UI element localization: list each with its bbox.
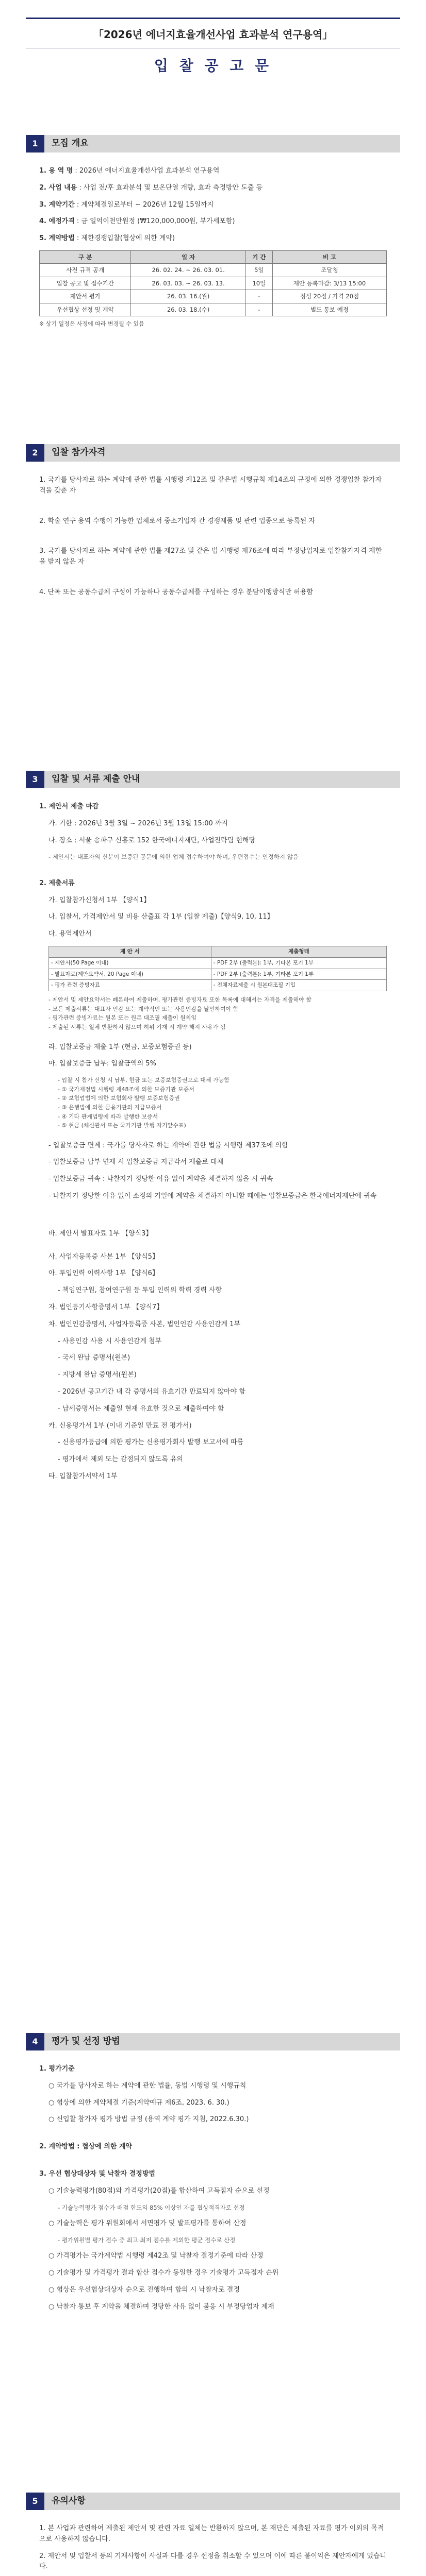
table-row: - 평가 관련 증빙자료 - 전체자료제출 시 원본대조필 기입 bbox=[49, 980, 387, 991]
overview-item: 3. 계약기간 : 계약체결일로부터 ~ 2026년 12월 15일까지 bbox=[39, 200, 214, 209]
section-title: 모집 개요 bbox=[52, 138, 89, 149]
schedule-table: 구 분 일 자 기 간 비 고 사전 규격 공개 26. 02. 24. ~ 26. 03. 01. 5일 조달청 입찰 공고 및 접수기간 26. 03. 03. ~ 26. 03. 13. 10일 제안 등록마감: 3/13 15:00 제안서 평가 26. 03. 16.(월) - 정성 20점 / 가격 20점 우선협상 선정 및 계약 26. 03. 18.(수) - 별도 통보 예정 bbox=[39, 250, 387, 316]
overview-item: 2. 사업 내용 : 사업 전/후 효과분석 및 보온단열 개량, 효과 측정방안 도출 등 bbox=[39, 183, 263, 192]
caution-item: 2. 제안서 및 입찰서 등의 기재사항이 사실과 다를 경우 선정을 취소할 수 있으며 이에 따른 불이익은 제안자에게 있습니다. bbox=[39, 2552, 386, 2571]
eligibility-item: 2. 학술 연구 용역 수행이 가능한 업체로서 중소기업자 간 경쟁제품 및 관련 업종으로 등록된 자 bbox=[39, 517, 315, 525]
overview-item: 4. 예정가격 : 금 일억이천만원정 (₩120,000,000원, 부가세포함) bbox=[39, 217, 235, 226]
section-title: 입찰 및 서류 제출 안내 bbox=[52, 774, 140, 785]
overview-item: 5. 계약방법 : 제한경쟁입찰(협상에 의한 계약) bbox=[39, 234, 175, 243]
eligibility-item: 1. 국가를 당사자로 하는 계약에 관한 법률 시행령 제12조 및 같은법 시행규칙 제14조의 규정에 의한 경쟁입찰 참가자격을 갖춘 자 bbox=[39, 476, 382, 495]
eligibility-item: 3. 국가를 당사자로 하는 계약에 관한 법률 제27조 및 같은 법 시행령 제76조에 따라 부정당업자로 입찰참가자격 제한을 받지 않은 자 bbox=[39, 547, 382, 566]
document-title: 「2026년 에너지효율개선사업 효과분석 연구용역」 bbox=[26, 18, 400, 48]
table-row: 사전 규격 공개 26. 02. 24. ~ 26. 03. 01. 5일 조달청 bbox=[40, 264, 387, 277]
document-subtitle: 입 찰 공 고 문 bbox=[154, 57, 272, 74]
table-row: - 발표자료(제안요약서, 20 Page 이내) - PDF 2부 (출력본): 1부, 기타본 포기 1부 bbox=[49, 969, 387, 980]
schedule-note: ※ 상기 일정은 사정에 따라 변경될 수 있음 bbox=[39, 320, 144, 327]
section-number: 3 bbox=[26, 771, 44, 788]
section-header bbox=[26, 771, 400, 788]
section-number: 4 bbox=[26, 2033, 44, 2050]
table-row: 제안서 평가 26. 03. 16.(월) - 정성 20점 / 가격 20점 bbox=[40, 290, 387, 303]
section-title: 평가 및 선정 방법 bbox=[52, 2036, 120, 2047]
submission-period-title: 1. 제안서 제출 마감 bbox=[39, 803, 99, 810]
section-title: 유의사항 bbox=[52, 2496, 86, 2506]
section-title: 입찰 참가자격 bbox=[52, 447, 106, 458]
section-eligibility bbox=[32, 444, 387, 604]
section-number: 2 bbox=[26, 444, 44, 462]
section-header bbox=[26, 444, 400, 462]
section-header bbox=[26, 2493, 400, 2510]
section-submission: 3 입찰 및 서류 제출 안내 1. 제안서 제출 마감 가. 기한 : 2026년 3월 3일 ~ 2026년 3월 13일 15:00 까지 나. 장소 : 서울 송파구 신흥로 152 한국에너지재단, 사업전략팀 현해당 - 제안서는 대표자의 신분이 보증된 공문에 의한 업체 접수하여야 하며, 우편접수는 인정하지 않음 2. 제출서류 가. 입찰참가신청서 1부 【양식1】 나. 입찰서, 가격제안서 및 비용 산출표 각 1부 (입찰 제출)【양식9, 10, 11】 다. 용역제안서 제 안 서 제출형태 - 제안서(50 Page 이내) - PDF 2부 (출력본): 1부, 기타본 포기 1부 - 발표자료(제안요약서, 20 Page 이내) - PDF 2부 (출력본): 1부, 기타본 포기 1부 - 평가 관련 증빙자료 - 전체자료제출 시 원본대조필 기입 - 제안서 및 제안요약서는 폐본하여 제출하며, 평가관련 증빙자료 또한 목록에 대해서는 자격을 제출해야 함 - 모든 제출서류는 대표자 인감 또는 계약직인 또는 사용인감을 날인하여야 함 - 평가관련 증빙자료는 원본 또는 원본 대조필 제출이 원칙임 - 제출된 서류는 일체 반환하지 않으며 허위 기재 시 계약 해지 사유가 됨 라. 입찰보증금 제출 1부 (현금, 보증보험증권 등) 마. 입찰보증금 납부: 입찰금액의 5% - 입찰 시 참가 신청 시 납부, 현금 또는 보증보험증권으로 대체 가능함 - ① 국가재정법 시행령 제48조에 의한 보증기관 보증서 - ② 보험업법에 의한 보험회사 발행 보증보험증권 - ③ 은행법에 의한 금융기관의 지급보증서 - ④ 기타 관계법령에 따라 발행한 보증서 - ⑤ 현금 (체신관서 또는 국가기관 발행 자기앞수표) - 입찰보증금 면제 : 국가를 당사자로 하는 계약에 관한 법률 시행령 제37조에 의함 - 입찰보증금 납부 면제 시 입찰보증금 지급각서 제출로 대체 - 입찰보증금 귀속 : 낙찰자가 정당한 이유 없이 계약을 체결하지 않을 시 귀속 - 나찰자가 정당한 이유 없이 소정의 기일에 계약을 체결하지 아니할 때에는 입찰보증금은 한국에너지재단에 귀속 바. 제안서 발표자료 1부 【양식3】 사. 사업자등록증 사본 1부 【양식5】 아. 투입인력 이력사항 1부 【양식6】 - 책임연구원, 참여연구원 등 투입 인력의 학력 경력 사항 자. 법인등기사항증명서 1부 【양식7】 차. 법인인감증명서, 사업자등록증 사본, 법인인감 사용인감계 1부 - 사용인감 사용 시 사용인감계 첨부 - 국세 완납 증명서(원본) - 지방세 완납 증명서(원본) - 2026년 공고기간 내 각 증명서의 유효기간 만료되지 않아야 함 - 납세증명서는 제출일 현재 유효한 것으로 제출하여야 함 카. 신용평가서 1부 (이내 기준일 만료 전 평가서) - 신용평가등급에 의한 평가는 신용평가회사 발행 보고서에 따름 - 평가에서 제외 또는 감점되지 않도록 유의 타. 입찰참가서약서 1부 bbox=[39, 771, 387, 1488]
submission-docs-title: 2. 제출서류 bbox=[39, 879, 75, 887]
table-row: 우선협상 선정 및 계약 26. 03. 18.(수) - 별도 통보 예정 bbox=[40, 303, 387, 316]
section-header bbox=[26, 135, 400, 152]
section-header bbox=[26, 2033, 400, 2050]
table-row: - 제안서(50 Page 이내) - PDF 2부 (출력본): 1부, 기타본 포기 1부 bbox=[49, 957, 387, 969]
section-cautions bbox=[32, 2493, 387, 2576]
table-row: 입찰 공고 및 접수기간 26. 03. 03. ~ 26. 03. 13. 10일 제안 등록마감: 3/13 15:00 bbox=[40, 277, 387, 290]
eligibility-item: 4. 단독 또는 공동수급체 구성이 가능하나 공동수급체를 구성하는 경우 분담이행방식만 허용함 bbox=[39, 588, 313, 596]
submission-format-table: 제 안 서 제출형태 - 제안서(50 Page 이내) - PDF 2부 (출력본): 1부, 기타본 포기 1부 - 발표자료(제안요약서, 20 Page 이내) - PDF 2부 (출력본): 1부, 기타본 포기 1부 - 평가 관련 증빙자료 - 전체자료제출 시 원본대조필 기입 bbox=[48, 946, 387, 991]
section-number: 1 bbox=[26, 135, 44, 152]
overview-item: 1. 용 역 명 : 2026년 에너지효율개선사업 효과분석 연구용역 bbox=[39, 167, 220, 175]
section-evaluation: 4 평가 및 선정 방법 1. 평가기준 ○ 국가를 당사자로 하는 계약에 관한 법률, 동법 시행령 및 시행규칙 ○ 협상에 의한 계약체결 기준(계약예규 제6조, 2023. 6. 30.) ○ 신입찰 참가자 평가 방법 규정 (용역 계약 평가 지침, 2022.6.30.) 2. 계약방법 : 협상에 의한 계약 3. 우선 협상대상자 및 낙찰자 결정방법 ○ 기술능력평가(80점)와 가격평가(20점)를 합산하여 고득점자 순으로 선정 - 기술능력평가 점수가 배점 한도의 85% 이상인 자를 협상적격자로 선정 ○ 기술능력은 평가 위원회에서 서면평가 및 발표평가를 통하여 산정 - 평가위원별 평가 점수 중 최고·최저 점수를 제외한 평균 점수로 산정 ○ 가격평가는 국가계약법 시행령 제42조 및 낙찰자 결정기준에 따라 산정 ○ 기술평가 및 가격평가 결과 합산 점수가 동일한 경우 기술평가 고득점자 순위 ○ 협상은 우선협상대상자 순으로 진행하며 합의 시 낙찰자로 결정 ○ 낙찰자 통보 후 계약을 체결하며 정당한 사유 없이 불응 시 부정당업자 제재 bbox=[39, 2033, 387, 2318]
caution-item: 1. 본 사업과 관련하여 제출된 제안서 및 관련 자료 일체는 반환하지 않으며, 본 재단은 제출된 자료를 평가 이외의 목적으로 사용하지 않습니다. bbox=[39, 2524, 384, 2543]
section-number: 5 bbox=[26, 2493, 44, 2510]
section-overview bbox=[32, 135, 387, 329]
